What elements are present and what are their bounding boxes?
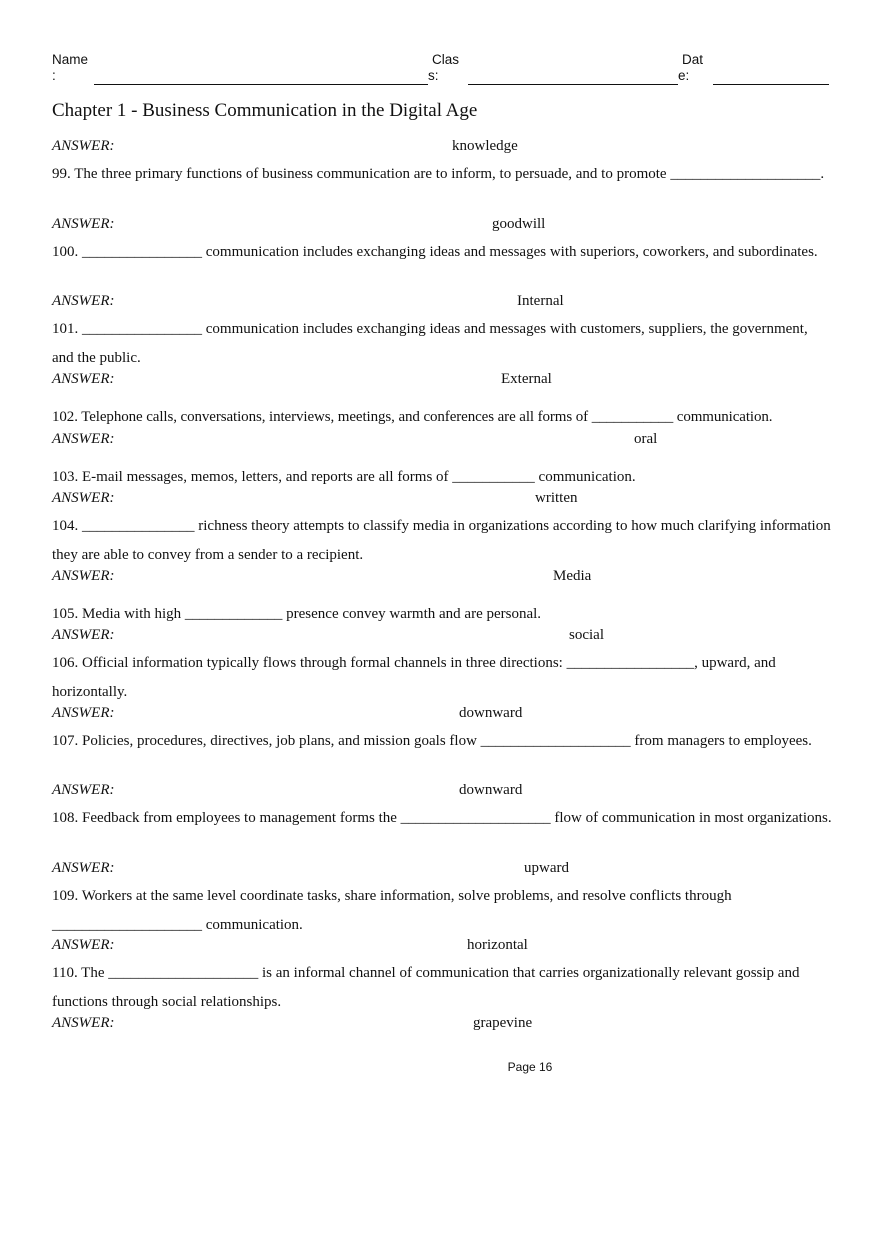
answer-label: ANSWER: xyxy=(52,1015,115,1031)
page-number: Page 16 xyxy=(507,1060,553,1074)
answer-value: goodwill xyxy=(492,216,546,232)
answer-label: ANSWER: xyxy=(52,293,115,309)
question-100: 100. ________________ communication includes exchanging ideas and messages with superiors, coworkers, and subordinates. xyxy=(52,244,818,260)
question-104: 104. _______________ richness theory attempts to classify media in organizations according to how much clarifying information they are able to convey from a sender to a recipient. xyxy=(52,518,831,563)
answer-value: Internal xyxy=(517,293,564,309)
name-label: Name : xyxy=(52,52,89,83)
answer-value: downward xyxy=(459,782,523,798)
date-field-line[interactable] xyxy=(713,84,829,85)
answer-value: written xyxy=(535,490,578,506)
answer-value: social xyxy=(569,627,604,643)
answer-label: ANSWER: xyxy=(52,860,115,876)
class-field-line[interactable] xyxy=(468,84,678,85)
class-label: Clas s: xyxy=(428,52,460,83)
question-99: 99. The three primary functions of business communication are to inform, to persuade, and to promote ____________________. xyxy=(52,166,825,182)
answer-value: grapevine xyxy=(473,1015,533,1031)
date-label: Dat e: xyxy=(678,52,704,83)
question-102: 102. Telephone calls, conversations, interviews, meetings, and conferences are all forms of ___________ communication. xyxy=(52,409,773,425)
answer-label: ANSWER: xyxy=(52,937,115,953)
answer-value: Media xyxy=(553,568,592,584)
answer-value: oral xyxy=(634,431,658,447)
name-field-line[interactable] xyxy=(94,84,428,85)
answer-label: ANSWER: xyxy=(52,627,115,643)
answer-label: ANSWER: xyxy=(52,371,115,387)
question-103: 103. E-mail messages, memos, letters, and reports are all forms of ___________ communication. xyxy=(52,469,636,485)
answer-label: ANSWER: xyxy=(52,705,115,721)
answer-value: downward xyxy=(459,705,523,721)
answer-value: knowledge xyxy=(452,138,518,154)
chapter-title: Chapter 1 - Business Communication in the Digital Age xyxy=(52,100,478,121)
question-107: 107. Policies, procedures, directives, job plans, and mission goals flow ____________________ from managers to employees. xyxy=(52,733,812,749)
answer-label: ANSWER: xyxy=(52,568,115,584)
answer-value: upward xyxy=(524,860,569,876)
question-106: 106. Official information typically flows through formal channels in three directions: _________________, upward, and horizontally. xyxy=(52,655,776,700)
question-109: 109. Workers at the same level coordinate tasks, share information, solve problems, and resolve conflicts through ____________________ communication. xyxy=(52,888,732,933)
answer-label: ANSWER: xyxy=(52,431,115,447)
question-108: 108. Feedback from employees to management forms the ____________________ flow of communication in most organizations. xyxy=(52,810,832,826)
answer-label: ANSWER: xyxy=(52,782,115,798)
answer-value: horizontal xyxy=(467,937,528,953)
question-105: 105. Media with high _____________ presence convey warmth and are personal. xyxy=(52,606,542,622)
answer-label: ANSWER: xyxy=(52,490,115,506)
answer-value: External xyxy=(501,371,552,387)
question-110: 110. The ____________________ is an informal channel of communication that carries organizationally relevant gossip and functions through social relationships. xyxy=(52,965,800,1010)
answer-label: ANSWER: xyxy=(52,138,115,154)
question-101: 101. ________________ communication includes exchanging ideas and messages with customers, suppliers, the government, and the public. xyxy=(52,321,808,366)
answer-label: ANSWER: xyxy=(52,216,115,232)
